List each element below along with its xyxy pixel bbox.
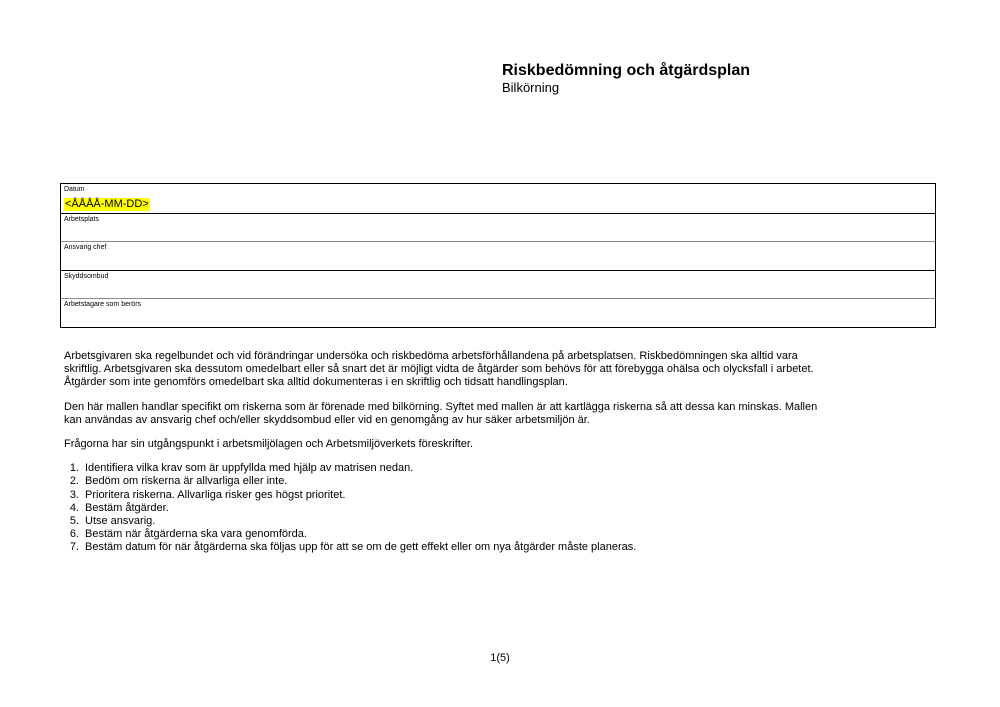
document-header [502,61,750,96]
list-item: 1. Identifiera vilka krav som är uppfyllda med hjälp av matrisen nedan. [69,462,414,475]
purpose-paragraph: Den här mallen handlar specifikt om riskerna som är förenade med bilkörning. Syftet med mallen är att kartlägga riskerna så att dessa kan minskas. Mallen kan användas av ansvarig chef och/eller skyddsombud eller vid en genomgång av hur säker arbetsmiljön är. [64,400,818,426]
field-label-arbetsplats: Arbetsplats [64,215,100,223]
field-skyddsombud[interactable] [61,270,935,299]
field-label-datum: Datum [64,186,85,193]
list-item: 6. Bestäm när åtgärderna ska vara genomförda. [69,528,307,541]
field-label-arbetstagare: Arbetstagare som berörs [64,301,142,309]
field-arbetsplats[interactable] [61,213,935,242]
field-label-ansvarig-chef: Ansvarig chef [64,244,107,252]
steps-list [64,462,824,554]
list-item: 7. Bestäm datum för när åtgärderna ska följas upp för att se om de gett effekt eller om nya åtgärder måste planeras. [69,541,637,554]
basis-paragraph: Frågorna har sin utgångspunkt i arbetsmiljölagen och Arbetsmiljöverkets föreskrifter. [64,438,474,451]
document-subtitle: Bilkörning [502,80,560,95]
document-title: Riskbedömning och åtgärdsplan [502,62,751,79]
body-text [64,350,824,555]
field-datum[interactable] [61,184,935,213]
date-placeholder-value[interactable]: <ÅÅÅÅ-MM-DD> [65,198,149,210]
intro-paragraph: Arbetsgivaren ska regelbundet och vid förändringar undersöka och riskbedöma arbetsförhållandena på arbetsplatsen. Riskbedömningen ska alltid vara skriftlig. Arbetsgivaren ska dessutom omedelbart eller så snart det är möjligt vidta de åtgärder som behövs för att förebygga ohälsa och olycksfall i arbetet. Åtgärder som inte genomförs omedelbart ska alltid dokumenteras i en skriftlig och tidsatt handlingsplan. [64,350,814,389]
info-form-table [60,183,936,328]
field-arbetstagare[interactable] [61,298,935,327]
list-item: 2. Bedöm om riskerna är allvarliga eller inte. [69,475,288,488]
field-label-skyddsombud: Skyddsombud [64,272,109,280]
list-item: 3. Prioritera riskerna. Allvarliga risker ges högst prioritet. [69,488,346,501]
page-number: 1(5) [490,652,510,664]
list-item: 5. Utse ansvarig. [69,515,156,528]
list-item: 4. Bestäm åtgärder. [69,501,169,514]
field-ansvarig-chef[interactable] [61,241,935,270]
